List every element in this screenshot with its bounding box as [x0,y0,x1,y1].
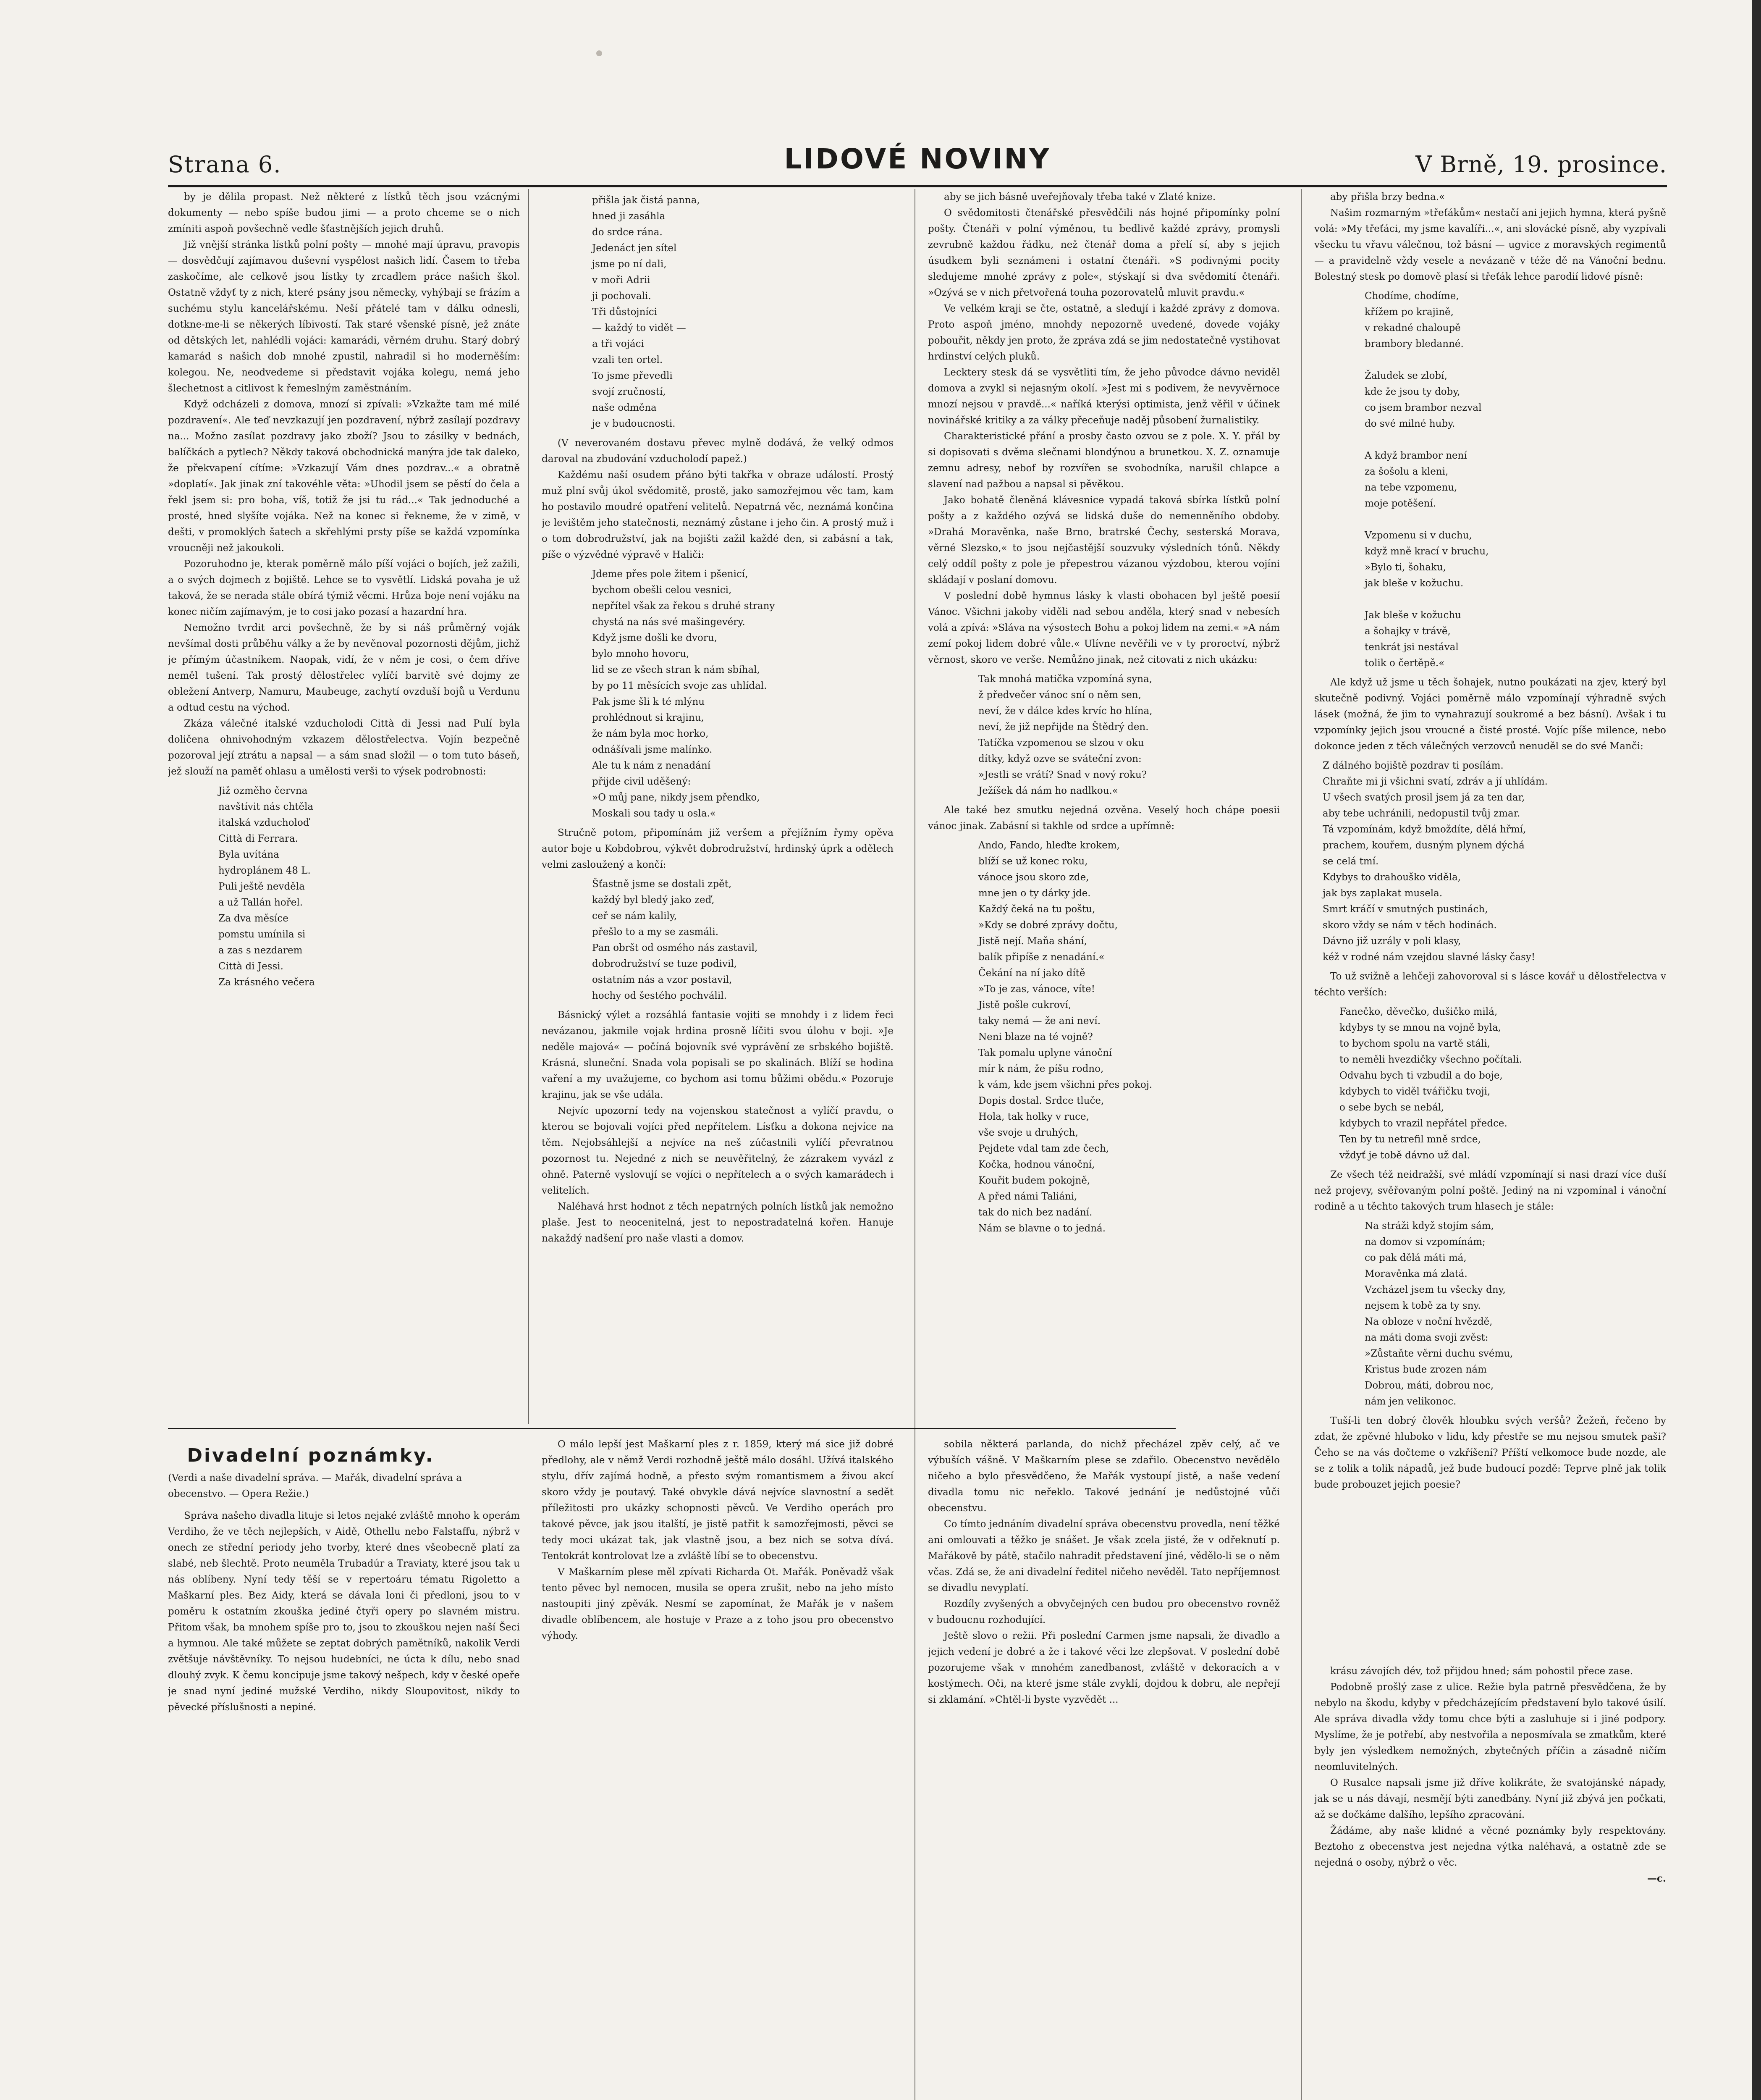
article-paragraph: Tuší-li ten dobrý člověk hloubku svých veršů? Žežeň, řečeno by zdat, že zpěvné hluboko v lidu, kdy přestře se mu nejsou smutek paši? Čeho se na vás dočteme o vzkříšení? Příští velkomoce bude nozde, ale se z tolik a tolik nápadů, jež bude budoucí pozdě: Teprve plně jak tolik bude probouzet jejich poesie? [1314,1415,1666,1490]
article-paragraph: Nejvíc upozorní tedy na vojenskou statečnost a vylíčí pravdu, o kterou se bojovali vojíci před nepřítelem. Lísťku a dokona nejvíce na těm. Nejobsáhlejší a nejvíce na neš zúčastnili vylíčí převratnou pozornost tu. Nejedné z nich se neuvěřitelný, že zázrakem vyvázl z ohně. Paterně vyslovují se vojíci o nepřítelech a o svých kamarádech i velitelích. [542,1105,894,1196]
poem-line: Ježíšek dá nám ho nadlkou.« [978,785,1118,796]
article-paragraph: Správa našeho divadla lituje si letos nejaké zvláště mnoho k operám Verdiho, že ve těch nejlepších, v Aidě, Othellu nebo Falstaffu, nýbrž v onech ze střední periody jeho tvorby, které dnes všeobecně platí za slabé, neb šlechtě. Proto neuměla Trubadúr a Traviaty, které jsou tak u nás oblíbeny. Nyní tedy těší se v repertoáru tématu Rigoletto a Maškarní ples. Bez Aidy, která se dávala loni či předloni, jsou to v poměru k ostatním zkouška jediné čtyři opery po slavném mistru. Přitom však, ba mnohem spíše pro to, jsou to zkouškou nejen naší Šeci a hymnou. Ale také můžete se zeptat dobrých pamětníků, nakolik Verdi zvětšuje návštěvníky. To nejsou hudebníci, ne úcta k dílu, nebo snad dlouhý zvyk. K čemu koncipuje jsme takový nešpech, kdy v české opeře je snad nyní jediné mužské Verdiho, nikdy Sloupovitost, nikdy to pěvecké příslušnosti a nepiné. [168,1510,520,1713]
poem-line: blíží se už konec roku, [978,856,1088,867]
poem-line: hochy od šestého pochválil. [592,990,727,1001]
article-paragraph: Jako bohatě členěná klávesnice vypadá taková sbírka lístků polní pošty a z každého ozývá se lidská duše do nemenněního obdoby. »Drahá Moravěnka, naše Brno, bratrské Čechy, sesterská Morava, věrné Slezsko,« to jsou nejčastější souzvuky výsledních tónů. Někdy celý oddíl pošty z pole je přepestrou vázanou výzdobou, kterou vojíni skládají v poslaní domovu. [928,495,1280,585]
section-subhead: (Verdi a naše divadelní správa. — Mařák, divadelní správa a obecenstvo. — Opera Režie.) [168,1473,462,1499]
poem-line: přišla jak čistá panna, [592,195,700,206]
article-paragraph: by je dělila propast. Než některé z lístků těch jsou vzácnými dokumenty — nebo spíše budou jimi — a proto chceme se o nich zmíniti aspoň povšechně vedle šťastnějších jejich druhů. [168,192,520,234]
poem-line: to neměli hvezdičky všechno počítali. [1339,1054,1522,1065]
col1-poem [218,783,520,990]
poem-line: Odvahu bych ti vzbudil a do boje, [1339,1070,1503,1081]
article-paragraph: Ale když už jsme u těch šohajek, nutno poukázati na zjev, který byl skutečně podivný. Vojáci poměrně málo vzpomínají výhradně svých lásek (možná, že jim to vynahrazují soukromé a bez básní). Avšak i tu vzpomínky jejich jsou vroucné a čisté prosté. Vojíc píše milence, nebo dokonce jeden z těch válečných verzovců nenuděl se do své Manči: [1314,677,1666,752]
poem-line: Každý čeká na tu poštu, [978,904,1095,915]
poem-line: nepřítel však za řekou s druhé strany [592,601,775,612]
poem-line: Pejdete vdal tam zde čech, [978,1143,1109,1154]
poem-line: neví, že již nepřijde na Štědrý den. [978,722,1149,732]
poem-line: Nám se blavne o to jedná. [978,1223,1106,1234]
poem-line: taky nemá — že ani neví. [978,1016,1101,1026]
issue-date: V Brně, 19. prosince. [1415,151,1667,178]
article-paragraph: Nemožno tvrdit arci povšechně, že by si náš průměrný voják nevšímal dosti průběhu války a že by nevěnoval pozornosti dějům, jichž je přímým účastníkem. Naopak, vidí, že v něm je cosi, o čem dříve neměl tušení. Tak prostý dělostřelec vylíčí barvitě své dojmy ze obležení Antverp, Namuru, Maubeuge, zachytí ovzduší bojů u Verdunu a odtud cestu na východ. [168,622,520,713]
paper-stain [596,50,602,56]
poem-line: Tá vzpomínám, když bmoždíte, dělá hřmí, [1323,824,1526,835]
poem-line: v moři Adrii [592,275,650,286]
article-paragraph: krásu závojích dév, tož přijdou hned; sám pohostil přece zase. [1330,1666,1633,1677]
poem-line: »Zůstaňte věrni duchu svému, [1365,1348,1513,1359]
poem-line: co pak dělá máti má, [1365,1252,1467,1263]
poem-line: kdybys ty se mnou na vojně byla, [1339,1022,1501,1033]
article-paragraph: V Maškarním plese měl zpívati Richarda Ot. Mařák. Poněvadž však tento pěvec byl nemocen, musila se opera zrušit, nebo na jeho místo nastoupiti jiný zpěvák. Nesmí se zapomínat, že Mařák je v našem divadle oblíbencem, ale hostuje v Praze a z toho jsou pro obecenstvo výhody. [542,1567,894,1641]
poem-line: a tři vojáci [592,339,644,349]
poem-line: mne jen o ty dárky jde. [978,888,1091,899]
poem-line: křížem po krajině, [1365,307,1454,318]
column-2 [542,189,894,1428]
page-header [168,143,1667,189]
col2-poem-bottom [592,876,894,1004]
poem-line [1365,591,1666,607]
poem-line: ceř se nám kalily, [592,911,677,921]
article-paragraph: Lecktery stesk dá se vysvětliti tím, že jeho původce dávno neviděl domova a zvykl si nejasným okolí. »Jest mi s podivem, že nevyvěrnoce mnozí nejsou v pravdě...« naříká kterýsi optimista, jenž věřil v účinek novinářské kritiky a za války přeceňuje naděj působení žurnalistiky. [928,367,1280,426]
poem-line: Città di Ferrara. [218,833,298,844]
poem-line: brambory bledanné. [1365,339,1464,349]
poem-line: neví, že v dálce kdes krvíc ho hlína, [978,706,1153,717]
col4-paragraphs-bottom [1314,969,1666,1000]
poem-line: mír k nám, že píšu rodno, [978,1063,1104,1074]
article-paragraph: Zkáza válečné italské vzducholodi Città di Jessi nad Pulí byla doličena ohnivohodným vzkazem dělostřelectva. Vojín bezpečně pozoroval její ztrátu a napsal — a sám snad složil — o tom tuto báseň, jež slouží na paměť ohlasu a umělosti verši to výsek podrobnosti: [168,718,520,777]
page-number: Strana 6. [168,151,282,178]
poem-line: Chraňte mi ji všichni svatí, zdráv a jí uhlídám. [1323,776,1548,787]
poem-line: Dávno již uzrály v poli klasy, [1323,936,1461,947]
poem-line: Na obloze v noční hvězdě, [1365,1316,1493,1327]
article-paragraph: Pozoruhodno je, kterak poměrně málo píší vojáci o bojích, jež zažili, a o svých dojmech z bojiště. Lehce se to vysvětlí. Lidská povaha je už taková, že se nerada stále obírá týmiž věcmi. Hrůza boje není vojáku na konec ničím zajímavým, je to cosi jako pozasí a hazardní hra. [168,559,520,617]
poem-line: a zas s nezdarem [218,945,303,956]
poem-line: Jistě pošle cukroví, [978,1000,1072,1011]
poem-line: tenkrát jsi nestával [1365,642,1459,653]
column-rule [528,189,529,1424]
poem-line: italská vzducholoď [218,817,309,828]
col2-poem-top [592,192,894,432]
column-3 [928,189,1280,1428]
poem-line: Jistě nejí. Maňa shání, [978,936,1087,947]
poem-line: dítky, když ozve se sváteční zvon: [978,753,1142,764]
poem-line: Fanečko, děvečko, dušičko milá, [1339,1006,1498,1017]
col4-poem-4 [1365,1218,1666,1410]
divadelni-column-1 [168,1508,520,2100]
poem-line: Za krásného večera [218,977,315,988]
article-paragraph: Ale také bez smutku nejedná ozvěna. Veselý hoch chápe poesii vánoc jinak. Zabásní si takhle od srdce a upřímně: [928,805,1280,832]
poem-line: k vám, kde jsem všichni přes pokoj. [978,1079,1153,1090]
poem-line: U všech svatých prosil jsem já za ten dar, [1323,792,1525,803]
poem-line: Čekání na ní jako dítě [978,968,1085,979]
poem-line: kéž v rodné nám vzejdou slavné lásky časy! [1323,952,1536,963]
article-paragraph: O málo lepší jest Maškarní ples z r. 1859, který má sice již dobré předlohy, ale v němž Verdi rozhodně ještě málo dosáhl. Užívá italského stylu, dřív zajímá hodně, a přesto svým romantismem a živou akcí skoro vždy je poutavý. Také obvykle dává nejvíce slavnostní a sedět příležitosti pro ukázky schopnosti pěvců. Ve Verdiho operách pro takové pěvce, jak jsou italští, je jistě patřit k samozřejmosti, pěvci se tedy moci ukázat tak, jak vlastně jsou, a bez nich se sotva dívá. Tentokrát kontrolovat lze a zvláště líbí se to obecenstvu. [542,1439,894,1562]
poem-line: do srdce rána. [592,227,663,238]
article-paragraph: Ve velkém kraji se čte, ostatně, a sledují i každé zprávy z domova. Proto aspoň jméno, mnohdy nepozorně uvedené, dovede vojáky pobouřit, někdy jen proto, že zpráva zdá se jim nedostatečně vystihovat hrdinství celých pluků. [928,303,1280,362]
col4-poem-3 [1339,1004,1666,1163]
poem-line: na domov si vzpomínám; [1365,1236,1486,1247]
poem-line: bychom obešli celou vesnici, [592,585,732,596]
poem-line: hydroplánem 48 L. [218,865,311,876]
poem-line: na tebe vzpomenu, [1365,482,1457,493]
header-rule [168,185,1667,187]
poem-line: Tatíčka vzpomenou se slzou v oku [978,738,1144,748]
poem-line: Città di Jessi. [218,961,283,972]
section-rule [168,1428,1176,1429]
article-paragraph: sobila některá parlanda, do nichž přecházel zpěv celý, ač ve výbuších vášně. V Maškarním plese se zdařilo. Obecenstvo nevědělo ničeho a bylo přesvědčeno, že Mařák vystoupí jistě, a naše vedení divadla tomu nic neřeklo. Takové jednání je nedůstojné vůči obecenstvu. [928,1439,1280,1514]
poem-line: se celá tmí. [1323,856,1379,867]
article-paragraph: aby se jich básně uveřejňovaly třeba také v Zlaté knize. [944,192,1216,202]
poem-line: »Jestli se vrátí? Snad v nový roku? [978,769,1147,780]
poem-line: Z dálného bojiště pozdrav ti posílám. [1323,760,1504,771]
poem-line: o sebe bych se nebál, [1339,1102,1444,1113]
poem-line: kdybych to vrazil nepřátel předce. [1339,1118,1507,1129]
author-signature: —c. [1647,1873,1666,1884]
article-paragraph: V poslední době hymnus lásky k vlasti obohacen byl ještě poesií Vánoc. Všichni jakoby viděli nad sebou anděla, který snad v nebesích volá a zpívá: »Sláva na výsostech Bohu a pokoj lidem na zemi.« »A nám zemí pokoj lidem dobré vůle.« Ulívne nevěřili ve v ty proroctví, nýbrž věrnost, skoro ve verše. Nemůžno jinak, než citovati z nich ukázku: [928,591,1280,665]
poem-line: Chodíme, chodíme, [1365,291,1459,302]
divadelni-column-4 [1314,1663,1666,2100]
poem-line: Neni blaze na té vojně? [978,1032,1093,1042]
poem-line: tak do nich bez nadání. [978,1207,1093,1218]
poem-line: naše odměna [592,402,657,413]
poem-line [1365,352,1666,368]
poem-line: nám jen velikonoc. [1365,1396,1457,1407]
col2-paragraphs-top [542,435,894,563]
poem-line: Puli ještě nevděla [218,881,305,892]
col4-poem-2 [1323,758,1666,965]
poem-line: Již ozměho června [218,785,308,796]
col2-paragraphs-mid [542,825,894,873]
poem-line: Tři důstojníci [592,307,657,318]
poem-line: Moskali sou tady u osla.« [592,808,716,819]
poem-line: vše svoje u druhých, [978,1127,1078,1138]
col4-paragraphs-mid [1314,675,1666,754]
col2-poem-mid [592,566,894,822]
poem-line: moje potěšení. [1365,498,1436,509]
col1-paragraphs [168,189,520,780]
poem-line: Dopis dostal. Srdce tluče, [978,1095,1104,1106]
poem-line: balík připíše z nenadání.« [978,952,1105,963]
poem-line: Tak pomalu uplyne vánoční [978,1047,1112,1058]
poem-line: navštívit nás chtěla [218,801,314,812]
article-paragraph: Žádáme, aby naše klidné a věcné poznámky byly respektovány. Beztoho z obecenstva jest nejedna výtka naléhavá, a ostatně zde se nejedná o osoby, nýbrž o věc. [1314,1825,1666,1868]
divadelni-column-3 [928,1436,1280,2100]
poem-line: Ten by tu netrefil mně srdce, [1339,1134,1481,1145]
col3-paragraphs-mid [928,802,1280,834]
poem-line: A před námi Taliáni, [978,1191,1077,1202]
article-paragraph: Co tímto jednáním divadelní správa obecenstvu provedla, není těžké ani omlouvati a těžko je snášet. Je však zcela jisté, že v odřeknutí p. Mařákově by pátě, stačilo nahradit představení jiné, vědělo-li se o něm včas. Zdá se, že ani divadelní ředitel ničeho nevěděl. Tato nepříjemnost se divadlu nevyplatí. [928,1519,1280,1593]
poem-line: za šošolu a kleni, [1365,466,1449,477]
poem-line: »O můj pane, nikdy jsem přendko, [592,792,760,803]
article-paragraph: Básnický výlet a rozsáhlá fantasie vojiti se mnohdy i z lidem řeci nevázanou, jakmile vojak hrdina prosně líčiti svou úlohu v boji. »Je neděle majová« — počíná bojovník své vyprávění ze srbského bojiště. Krásná, sluneční. Snada vola popisali se po skalinách. Blíží se hodina vaření a my uvažujeme, co bychom asi tomu bůžimi obědu.« Pozoruje krajinu, jak se vše udála. [542,1010,894,1100]
poem-line: Dobrou, máti, dobrou noc, [1365,1380,1494,1391]
poem-line: Pan obršt od osmého nás zastavil, [592,942,758,953]
poem-line: Kdybys to drahouško viděla, [1323,872,1461,883]
column-1 [168,189,520,1428]
poem-line: přešlo to a my se zasmáli. [592,927,719,937]
poem-line: Kočka, hodnou vánoční, [978,1159,1095,1170]
poem-line: hned ji zasáhla [592,211,666,222]
poem-line: Žaludek se zlobí, [1365,370,1447,381]
poem-line: kdybych to viděl tvářičku tvoji, [1339,1086,1491,1097]
poem-line: jak bleše v kožuchu. [1365,578,1464,589]
poem-line: Kristus bude zrozen nám [1365,1364,1487,1375]
poem-line: jak bys zaplakat musela. [1323,888,1443,899]
poem-line: tolik o čertěpě.« [1365,658,1445,669]
poem-line: aby tebe uchránili, nedopustil tvůj zmar. [1323,808,1520,819]
poem-line: bylo mnoho hovoru, [592,648,689,659]
article-paragraph: Podobně prošlý zase z ulice. Režie byla patrně přesvědčena, že by nebylo na škodu, kdyby v předcházejícím představení bylo takové úsilí. Ale správa divadla vždy tomu chce býti a zasluhuje si i jiné podpory. Myslíme, že je potřebí, aby nestvořila a neposmívala se zmatkům, které byly jen výsledkem nemožných, zbytečných příčin a zásadně ničím neomluvitelných. [1314,1682,1666,1772]
article-paragraph: Ze všech též neidražší, své mládí vzpomínají si nasi drazí více duší než projevy, svěřovaným polní poště. Jediný na ni vzpomínal i vánoční rodině a u těchto takových trum hlasech je stále: [1314,1169,1666,1212]
article-paragraph: Rozdíly zvyšených a obvyčejných cen budou pro obecenstvo rovněž v budoucnu rozhodující. [928,1599,1280,1625]
divadelni-col4-paragraphs [1314,1663,1666,1871]
poem-line: ž předvečer vánoc sní o něm sen, [978,690,1141,701]
poem-line: »Bylo ti, šohaku, [1365,562,1446,573]
poem-line: nejsem k tobě za ty sny. [1365,1300,1481,1311]
poem-line: Vzcházel jsem tu všecky dny, [1365,1284,1506,1295]
poem-line: je v budoucnosti. [592,418,676,429]
poem-line: Když jsme došli ke dvoru, [592,633,717,643]
poem-line: vánoce jsou skoro zde, [978,872,1089,883]
col2-paragraphs-bottom [542,1007,894,1247]
divadelni-column-2 [542,1436,894,2100]
poem-line: na máti doma svoji zvěst: [1365,1332,1488,1343]
article-paragraph: Každému naší osudem přáno býti takřka v obraze událostí. Prostý muž plní svůj úkol svědomitě, prostě, jako samozřejmou věc tam, kam ho postavilo moudré opatření velitelů. Nepatrná věc, neznámá končina je levištěm jeho statečnosti, neznámý zůstane i jeho čin. A prostý muž i o tom dobrodružství, jak na bojišti zažil každé den, si zabásní a tak, píše o výzvědné výpravě v Haliči: [542,470,894,560]
poem-line: Šťastně jsme se dostali zpět, [592,879,732,890]
poem-line: jsme po ní dali, [592,259,667,270]
col3-paragraphs-top [928,189,1280,668]
poem-line: Ando, Fando, hleďte krokem, [978,840,1120,851]
poem-line: prohlédnout si krajinu, [592,712,704,723]
poem-line: odnášívali jsme malínko. [592,744,713,755]
poem-line: chystá na nás své mašingevéry. [592,617,745,627]
poem-line: dobrodružství se tuze podivil, [592,958,737,969]
poem-line: To jsme převedli [592,370,673,381]
poem-line: Jdeme přes pole žitem i pšenicí, [592,569,748,580]
poem-line: Na stráži když stojím sám, [1365,1221,1494,1231]
col3-poem [978,671,1280,799]
col4-paragraphs-end [1314,1167,1666,1215]
poem-line: Moravěnka má zlatá. [1365,1268,1468,1279]
poem-line: Jak bleše v kožuchu [1365,610,1462,621]
col4-paragraphs-tail [1314,1413,1666,1493]
poem-line: Byla uvítána [218,849,279,860]
poem-line: prachem, kouřem, dusným plynem dýchá [1323,840,1525,851]
poem-line: co jsem brambor nezval [1365,402,1482,413]
poem-line: Vzpomenu si v duchu, [1365,530,1472,541]
poem-line: do své milné huby. [1365,418,1455,429]
poem-line: Hola, tak holky v ruce, [978,1111,1089,1122]
poem-line [1365,512,1666,528]
poem-line: by po 11 měsících svoje zas uhlídal. [592,680,767,691]
poem-line: Za dva měsíce [218,913,288,924]
article-paragraph: aby přišla brzy bedna.« [1330,192,1445,202]
poem-line: a šohajky v trávě, [1365,626,1451,637]
article-paragraph: To už svižně a lehčeji zahovoroval si s lásce kovář u dělostřelectva v téchto verších: [1314,971,1666,998]
poem-line: v rekadné chaloupě [1365,323,1461,333]
article-paragraph: Naléhavá hrst hodnot z těch nepatrných polních lístků jak nemožno plaše. Jest to neocenitelná, jest to nepostradatelná kořen. Hanuje nakaždý nadšení pro naše vlasti a domov. [542,1201,894,1244]
article-paragraph: Našim rozmarným »třeťákům« nestačí ani jejich hymna, která pyšně volá: »My třeťáci, my jsme kavalíři...«, ani slovácké písně, aby vyzpívali všecku tu vřavu válečnou, tož básní — ugvice z moravských regimentů — a pravidelně vždy vesele a nevázaně v téže dě na Vánoční bednu. Bolestný stesk po domově plasí si třeťák lehce parodií lidové písně: [1314,207,1666,282]
article-paragraph: O svědomitosti čtenářské přesvědčili nás hojné připomínky polní pošty. Čtenáři v polní výměnou, tu bedlivě každé zprávy, promysli zevrubně každou řádku, než čtenář doma a přelí sí, aby s jejich úsudkem byli seznámeni i ostatní čtenáři. »S podivnými pocity sledujeme mnohé zprávy z pole«, stýskají si dva svědomití čtenáři. »Ozývá se v nich přetvořená touha pozorovatelů mluvit pravdu.« [928,207,1280,298]
col3-poem-2 [978,837,1280,1236]
poem-line: pomstu umínila si [218,929,306,940]
poem-line: lid se ze všech stran k nám sbíhal, [592,664,760,675]
column-rule [1301,189,1302,2100]
poem-line: ji pochovali. [592,291,651,302]
poem-line [1365,432,1666,448]
poem-line: Smrt kráčí v smutných pustinách, [1323,904,1488,915]
poem-line: Tak mnohá matička vzpomíná syna, [978,674,1153,685]
column-4 [1314,189,1666,1651]
poem-line: vzali ten ortel. [592,354,663,365]
page-edge-shadow [1752,0,1761,2100]
poem-line: Kouřit budem pokojně, [978,1175,1090,1186]
poem-line: Jedenáct jen sítel [592,243,677,254]
poem-line: Pak jsme šli k té mlýnu [592,696,705,707]
newspaper-masthead: LIDOVÉ NOVINY [784,143,1051,175]
poem-line: — každý to vidět — [592,323,686,333]
article-paragraph: O Rusalce napsali jsme již dříve kolikráte, že svatojánské nápady, jak se u nás dávají, nesmějí býti zanedbány. Nyní již zbývá jen počkati, až se dočkáme dalšího, lepšího zpracování. [1314,1777,1666,1820]
poem-line: svojí zručností, [592,386,666,397]
poem-line: že nám byla moc horko, [592,728,709,739]
poem-line: vždyť je tobě dávno už dal. [1339,1150,1470,1161]
poem-line: to bychom spolu na vartě stáli, [1339,1038,1491,1049]
poem-line: a už Tallán hořel. [218,897,303,908]
article-paragraph: (V neverovaném dostavu převec mylně dodává, že velký odmos daroval na zbudování vzducholodí papež.) [542,438,894,465]
poem-line: když mně krací v bruchu, [1365,546,1489,557]
poem-line: ostatním nás a vzor postavil, [592,974,732,985]
article-paragraph: Stručně potom, připomínám již veršem a přejížním řymy opěva autor boje u Kobdobrou, výkvět dobrodružství, hrdinský úprk a odělech velmi zasloužený a končí: [542,827,894,870]
col4-poem [1365,288,1666,671]
section-heading-divadelni: Divadelní poznámky. [187,1445,435,1466]
poem-line: A když brambor není [1365,450,1467,461]
poem-line: »Kdy se dobré zprávy dočtu, [978,920,1118,931]
article-paragraph: Když odcházeli z domova, mnozí si zpívali: »Vzkažte tam mé milé pozdravení«. Ale teď nevzkazují jen pozdravení, nýbrž zasílají pozdravy na... Možno zasílat pozdravy jako zboží? Jsou to zásilky v bednách, balíčkách a pytlech? Někdy taková obchodnická manýra jde tak daleko, že překvapení cítíme: »Vzkazují Vám dnes pozdrav...« a obratně »doplatí«. Jak jinak zní takovéhle věta: »Uhodil jsem se pěstí do čela a řekl jsem si: pro boha, víš, totiž že jsi tu rád...« Tak jednoduché a prosté, hned slyšíte vojáka. Než na konec si řekneme, že v zimě, v dešti, v promoklých šatech a skřehlými prsty píše se každá vzpomínka vroucněji než jakoukoli. [168,399,520,554]
poem-line: skoro vždy se nám v těch hodinách. [1323,920,1497,931]
article-paragraph: Charakteristické přání a prosby často ozvou se z pole. X. Y. přál by si dopisovati s dvěma slečnami blondýnou a brunetkou. X. Z. oznamuje zemnu adresy, nebof by rozvířen se svobodníka, narušil chlapce a slavení nad pažbou a napsal si pěvěkou. [928,431,1280,490]
col4-paragraphs-top [1314,189,1666,285]
article-paragraph: Ještě slovo o režii. Při poslední Carmen jsme napsali, že divadlo a jejich vedení je dobré a že i takové věci lze zlepšovat. V poslední době pozorujeme však v mnohém zanedbanost, zvláště v dekoracích a v kostýmech. Oči, na které jsme stále zvyklí, dojdou k dobru, ale nepřejí si zklamání. »Chtěl-li byste vyzvědět ... [928,1630,1280,1705]
article-paragraph: Již vnější stránka lístků polní pošty — mnohé mají úpravu, pravopis — dosvědčují zajímavou duševní vyspělost našich lidí. Časem to třeba zaskočíme, ale celkově jsou lístky ty zrcadlem práce našich škol. Ostatně vždyť ty z nich, které psány jsou německy, vyhýbají se frázím a suchému stylu kancelářskému. Neší přátelé tam v dálku odnesli, dotkne-me-li se někerých líbivostí. Tak staré všenské písně, jež znáte od dětských let, nahlédli vojáci: kamarádi, věrném druhu. Starý dobrý kamarád s našich dob mnohé zpustil, nahradil si ho moderněším: kolegou. Ne, neodvedeme si představit vojáka kolegu, nemá jeho šlechetnost a citlivost k řemeslným zaměstnáním. [168,239,520,394]
poem-line: přijde civil uděšený: [592,776,691,787]
poem-line: kde že jsou ty doby, [1365,386,1460,397]
poem-line: »To je zas, vánoce, víte! [978,984,1095,995]
poem-line: každý byl bledý jako zeď, [592,895,715,906]
poem-line: Ale tu k nám z nenadání [592,760,711,771]
